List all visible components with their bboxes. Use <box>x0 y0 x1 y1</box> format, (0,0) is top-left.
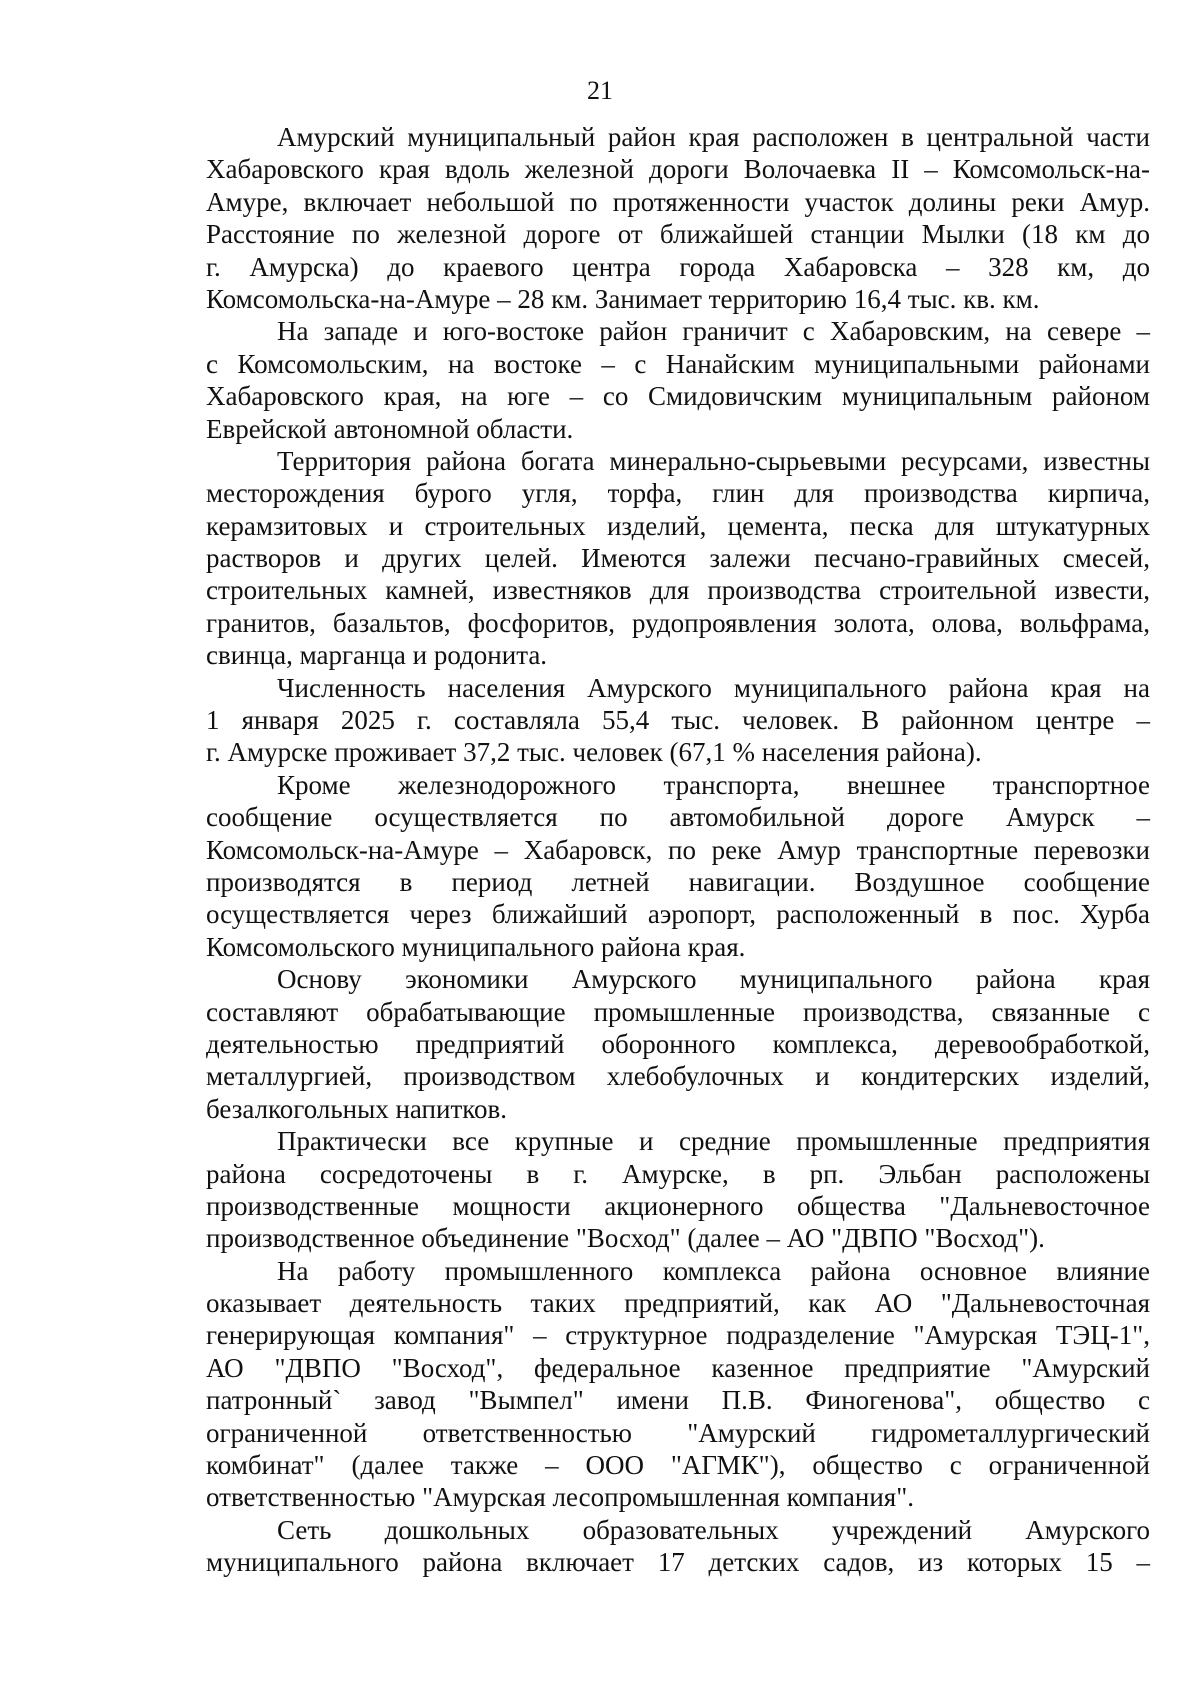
text-line: Основу экономики Амурского муниципального района края <box>277 964 1150 995</box>
text-line: керамзитовых и строительных изделий, цемента, песка для штукатурных <box>206 510 1150 541</box>
paragraph <box>206 315 1150 445</box>
paragraph <box>206 963 1150 1125</box>
text-line: месторождения бурого угля, торфа, глин для производства кирпича, <box>206 478 1150 509</box>
text-line: Еврейской автономной области. <box>206 413 574 444</box>
paragraph <box>206 445 1150 672</box>
text-line: района сосредоточены в г. Амурске, в рп. Эльбан расположены <box>206 1158 1150 1189</box>
text-line: Комсомольска-на-Амуре – 28 км. Занимает территорию 16,4 тыс. кв. км. <box>206 283 1040 314</box>
paragraph <box>206 1255 1150 1514</box>
text-line: сообщение осуществляется по автомобильной дороге Амурск – <box>206 802 1150 833</box>
text-line: Амурский муниципальный район края расположен в центральной части <box>277 122 1150 152</box>
text-line: Кроме железнодорожного транспорта, внешнее транспортное <box>277 769 1150 800</box>
text-line: ответственностью "Амурская лесопромышленная компания". <box>206 1482 914 1513</box>
text-line: АО "ДВПО "Восход", федеральное казенное предприятие "Амурский <box>206 1352 1150 1383</box>
page-number: 21 <box>587 76 613 105</box>
text-line: производственные мощности акционерного общества "Дальневосточное <box>206 1190 1150 1221</box>
text-line: г. Амурска) до краевого центра города Хабаровска – 328 км, до <box>206 251 1150 282</box>
paragraph <box>206 769 1150 963</box>
text-line: Практически все крупные и средние промышленные предприятия <box>277 1126 1150 1157</box>
text-line: строительных камней, известняков для производства строительной извести, <box>206 575 1150 606</box>
text-line: ограниченной ответственностью "Амурский гидрометаллургический <box>206 1417 1150 1448</box>
text-line: Сеть дошкольных образовательных учреждений Амурского <box>277 1514 1150 1545</box>
text-line: Хабаровского края, на юге – со Смидовичским муниципальным районом <box>206 381 1150 412</box>
text-line: муниципального района включает 17 детских садов, из которых 15 – <box>206 1547 1150 1578</box>
paragraph <box>206 1125 1150 1255</box>
text-line: генерирующая компания" – структурное подразделение "Амурская ТЭЦ-1", <box>206 1320 1150 1351</box>
text-line: 1 января 2025 г. составляла 55,4 тыс. человек. В районном центре – <box>206 705 1150 736</box>
text-line: гранитов, базальтов, фосфоритов, рудопроявления золота, олова, вольфрама, <box>206 607 1150 638</box>
text-line: составляют обрабатывающие промышленные производства, связанные с <box>206 996 1150 1027</box>
text-line: Хабаровского края вдоль железной дороги Волочаевка II – Комсомольск-на- <box>206 154 1150 185</box>
document-body <box>206 121 1150 1579</box>
text-line: безалкогольных напитков. <box>206 1093 507 1124</box>
text-line: оказывает деятельность таких предприятий, как АО "Дальневосточная <box>206 1288 1150 1319</box>
text-line: Комсомольск-на-Амуре – Хабаровск, по реке Амур транспортные перевозки <box>206 834 1150 865</box>
text-line: производственное объединение "Восход" (далее – АО "ДВПО "Восход"). <box>206 1223 1045 1254</box>
paragraph <box>206 1514 1150 1579</box>
text-line: растворов и других целей. Имеются залежи песчано-гравийных смесей, <box>206 543 1150 574</box>
text-line: г. Амурске проживает 37,2 тыс. человек (67,1 % населения района). <box>206 737 982 768</box>
text-line: с Комсомольским, на востоке – с Нанайским муниципальными районами <box>206 348 1150 379</box>
text-line: Территория района богата минерально-сырьевыми ресурсами, известны <box>277 445 1150 476</box>
text-line: Расстояние по железной дороге от ближайшей станции Мылки (18 км до <box>206 219 1150 250</box>
text-line: производятся в период летней навигации. Воздушное сообщение <box>206 866 1150 897</box>
text-line: деятельностью предприятий оборонного комплекса, деревообработкой, <box>206 1028 1150 1059</box>
text-line: Комсомольского муниципального района края. <box>206 931 746 962</box>
text-line: комбинат" (далее также – ООО "АГМК"), общество с ограниченной <box>206 1450 1150 1481</box>
text-line: свинца, марганца и родонита. <box>206 640 548 671</box>
paragraph <box>206 672 1150 769</box>
text-line: Численность населения Амурского муниципального района края на <box>277 672 1150 703</box>
text-line: На западе и юго-востоке район граничит с Хабаровским, на севере – <box>277 316 1150 347</box>
text-line: осуществляется через ближайший аэропорт, расположенный в пос. Хурба <box>206 899 1150 930</box>
text-line: патронный` завод "Вымпел" имени П.В. Финогенова", общество с <box>206 1385 1150 1416</box>
text-line: Амуре, включает небольшой по протяженности участок долины реки Амур. <box>206 186 1150 217</box>
text-line: На работу промышленного комплекса района основное влияние <box>277 1255 1150 1286</box>
paragraph <box>206 121 1150 315</box>
text-line: металлургией, производством хлебобулочных и кондитерских изделий, <box>206 1061 1150 1092</box>
